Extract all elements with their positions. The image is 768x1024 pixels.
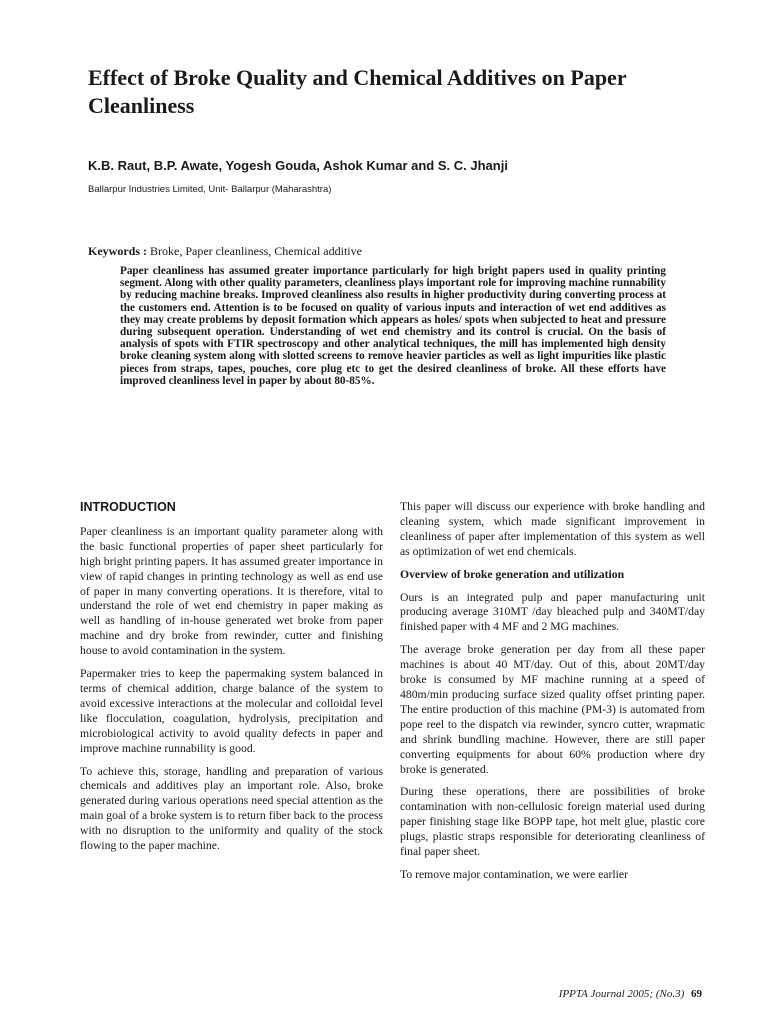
paper-title: Effect of Broke Quality and Chemical Additives on Paper Cleanliness — [88, 65, 627, 118]
left-paragraph-3: To achieve this, storage, handling and preparation of various chemicals and additives play an important role. Also, broke generated during various operations need special attention as the main goal of a broke system is to return fiber back to the process with no disruption to the uniformity and quality of the stock flowing to the paper machine. — [80, 764, 383, 853]
page-footer — [559, 988, 702, 1000]
left-paragraph-2: Papermaker tries to keep the papermaking system balanced in terms of chemical addition, charge balance of the system to avoid excessive interactions at the molecular and colloidal level like flocculation, coagulation, hydrolysis, precipitation and microbiological activity to avoid quality defects in paper and improve machine runnability is good. — [80, 667, 383, 755]
left-column — [80, 500, 383, 862]
authors-line: K.B. Raut, B.P. Awate, Yogesh Gouda, Ashok Kumar and S. C. Jhanji — [88, 158, 508, 173]
right-paragraph-4: To remove major contamination, we were earlier — [400, 867, 628, 881]
right-column — [400, 500, 705, 891]
right-paragraph-2: The average broke generation per day from all these paper machines is about 40 MT/day. Out of this, about 20MT/day broke is consumed by MF machine running at a speed of 480m/min producing surface sized quality offset printing paper. The entire production of this machine (PM-3) is automated from pope reel to the dispatch via rewinder, syncro cutter, wrapmatic and shrink bundling machine. However, there are still paper converting equipments for about 60% production where dry broke is generated. — [400, 643, 705, 776]
right-paragraph-1: Ours is an integrated pulp and paper manufacturing unit producing average 310MT /day bleached pulp and 340MT/day finished paper with 4 MF and 2 MG machines. — [400, 590, 705, 634]
introduction-heading: INTRODUCTION — [80, 500, 176, 514]
broke-overview-subheading: Overview of broke generation and utilization — [400, 567, 625, 581]
journal-citation: IPPTA Journal 2005; (No.3) — [558, 988, 685, 1000]
left-paragraph-1: Paper cleanliness is an important quality parameter along with the basic functional properties of paper sheet particularly for high bright printing papers. It has assumed greater importance in view of rapid changes in printing technology as well as end use of paper in many converting operations. It is therefore, vital to understand the role of wet end chemistry in paper making as well as handling of in-house generated wet broke from paper machine and dry broke from rewinder, cutter and finishing house to avoid contamination in the system. — [80, 524, 383, 658]
affiliation-line: Ballarpur Industries Limited, Unit- Ballarpur (Maharashtra) — [88, 184, 332, 195]
keywords-label: Keywords : — [88, 244, 147, 258]
keywords-text: Broke, Paper cleanliness, Chemical additive — [150, 244, 362, 258]
keywords-line — [88, 244, 728, 259]
abstract: Paper cleanliness has assumed greater importance particularly for high bright papers used in quality printing segment. Along with other quality parameters, cleanliness plays important role for improving machine runnability by reducing machine breaks. Improved cleanliness also results in higher productivity during converting process at the customers end. Attention is to be focused on quality of various inputs and interaction of wet end additives as they may create problems by deposit formation which appears as holes/ spots when subjected to heat and pressure during subsequent operation. Understanding of wet end chemistry and its control is crucial. On the basis of analysis of spots with FTIR spectroscopy and other analytical techniques, the mill has implemented high density broke cleaning system along with slotted screens to remove heavier particles as well as light impurities like plastic pieces from straps, tapes, pouches, core plug etc to get the desired cleanliness of broke. All these efforts have improved cleanliness level in paper by about 80-85%. — [120, 265, 666, 387]
right-paragraph-3: During these operations, there are possibilities of broke contamination with non-cellulosic foreign material used during paper finishing stage like BOPP tape, hot melt glue, plastic core plugs, plastic straps responsible for deteriorating cleanliness of final paper sheet. — [400, 785, 705, 859]
page-number: 69 — [691, 988, 702, 1000]
right-intro-paragraph: This paper will discuss our experience with broke handling and cleaning system, which made significant improvement in cleanliness of paper after implementation of this system as well as optimization of wet end chemicals. — [400, 500, 705, 558]
